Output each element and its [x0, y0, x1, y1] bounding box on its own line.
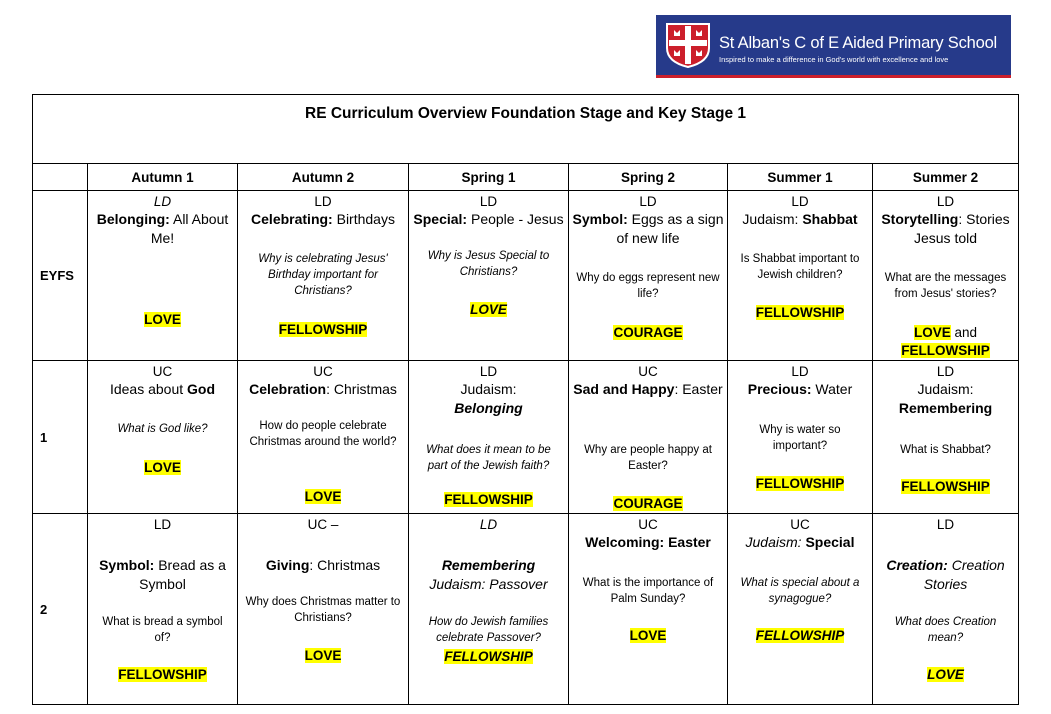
- unit-code: LD: [479, 517, 498, 532]
- table-cell: [88, 361, 238, 514]
- value-badge: LOVE and FELLOWSHIP: [901, 325, 990, 358]
- unit-topic: Precious: Water: [747, 381, 853, 397]
- value-badge: LOVE: [927, 667, 964, 682]
- key-question: Why does Christmas matter to Christians?: [245, 596, 401, 624]
- unit-code: UC –: [307, 517, 339, 532]
- key-question: What are the messages from Jesus' stories?: [884, 272, 1007, 300]
- unit-topic: Judaism: Shabbat: [742, 211, 858, 227]
- table-cell: [569, 361, 728, 514]
- value-badge: LOVE: [629, 628, 667, 643]
- unit-topic: Judaism: Belonging: [454, 381, 523, 416]
- row-label: EYFS: [33, 191, 88, 361]
- unit-topic: Giving: Christmas: [265, 557, 381, 573]
- value-badge: LOVE: [144, 460, 181, 475]
- value-badge: LOVE: [144, 312, 181, 327]
- school-tagline: Inspired to make a difference in God's world with excellence and love: [719, 55, 949, 64]
- unit-topic: Welcoming: Easter: [585, 534, 711, 550]
- table-cell: [873, 191, 1019, 361]
- table-cell: [409, 361, 569, 514]
- unit-topic: Storytelling: Stories Jesus told: [881, 211, 1010, 246]
- key-question: Why is Jesus Special to Christians?: [427, 250, 550, 278]
- value-badge: FELLOWSHIP: [755, 476, 845, 491]
- table-cell: [728, 191, 873, 361]
- unit-topic: Sad and Happy: Easter: [573, 381, 723, 397]
- unit-code: LD: [314, 194, 332, 209]
- table-cell: [238, 191, 409, 361]
- unit-topic: Special: People - Jesus: [413, 211, 564, 227]
- unit-code: LD: [639, 194, 657, 209]
- unit-code: LD: [936, 194, 955, 209]
- unit-topic: Remembering Judaism: Passover: [429, 557, 548, 592]
- table-cell: [873, 514, 1019, 705]
- unit-code: LD: [153, 517, 172, 532]
- value-badge: LOVE: [304, 489, 342, 504]
- key-question: Why are people happy at Easter?: [584, 444, 712, 472]
- unit-topic: Symbol: Eggs as a sign of new life: [572, 211, 724, 246]
- table-cell: [728, 514, 873, 705]
- key-question: How do Jewish families celebrate Passover?: [428, 616, 549, 644]
- term-header: Spring 2: [569, 164, 728, 191]
- key-question: What is the importance of Palm Sunday?: [582, 577, 714, 605]
- unit-topic: Judaism: Remembering: [898, 381, 993, 416]
- term-header: Autumn 1: [88, 164, 238, 191]
- unit-topic: Ideas about God: [109, 381, 216, 397]
- value-badge: FELLOWSHIP: [118, 667, 207, 682]
- value-badge: FELLOWSHIP: [901, 479, 990, 494]
- unit-topic: Creation: Creation Stories: [886, 557, 1005, 592]
- table-cell: [238, 361, 409, 514]
- key-question: What is God like?: [117, 423, 208, 435]
- term-header: Summer 2: [873, 164, 1019, 191]
- key-question: Is Shabbat important to Jewish children?: [740, 253, 860, 281]
- unit-topic: Judaism: Special: [745, 534, 855, 550]
- unit-code: LD: [936, 364, 955, 379]
- value-badge: COURAGE: [613, 496, 683, 511]
- table-row: [33, 361, 1019, 514]
- unit-code: LD: [936, 517, 955, 532]
- term-header: Spring 1: [409, 164, 569, 191]
- value-badge: LOVE: [304, 648, 342, 663]
- unit-topic: Symbol: Bread as a Symbol: [99, 557, 226, 592]
- key-question: What is bread a symbol of?: [102, 616, 223, 644]
- table-cell: [569, 191, 728, 361]
- unit-topic: Celebrating: Birthdays: [251, 211, 395, 227]
- school-name: St Alban's C of E Aided Primary School: [719, 34, 998, 52]
- unit-code: UC: [790, 517, 810, 532]
- key-question: What is special about a synagogue?: [740, 577, 860, 605]
- crest-shield-icon: [664, 22, 712, 68]
- table-cell: [88, 514, 238, 705]
- key-question: How do people celebrate Christmas around the world?: [249, 420, 397, 448]
- corner-cell: [33, 164, 88, 191]
- key-question: What does it mean to be part of the Jewish faith?: [426, 444, 551, 472]
- unit-code: LD: [791, 194, 809, 209]
- table-row: [33, 514, 1019, 705]
- table-cell: [569, 514, 728, 705]
- row-label: 1: [33, 361, 88, 514]
- school-banner: [656, 15, 1011, 78]
- unit-topic: Belonging: All About Me!: [96, 211, 229, 246]
- key-question: Why is celebrating Jesus' Birthday important for Christians?: [258, 253, 388, 297]
- unit-code: LD: [153, 194, 172, 209]
- value-badge: LOVE: [470, 302, 507, 317]
- unit-code: UC: [313, 364, 333, 379]
- key-question: Why is water so important?: [759, 424, 841, 452]
- table-cell: [409, 514, 569, 705]
- unit-code: LD: [479, 364, 498, 379]
- unit-code: UC: [152, 364, 173, 379]
- term-header-row: [33, 164, 1019, 191]
- table-cell: [409, 191, 569, 361]
- page-title: RE Curriculum Overview Foundation Stage and Key Stage 1: [33, 95, 1019, 164]
- term-header: Summer 1: [728, 164, 873, 191]
- row-label: 2: [33, 514, 88, 705]
- table-cell: [238, 514, 409, 705]
- table-row: [33, 191, 1019, 361]
- table-cell: [728, 361, 873, 514]
- value-badge: COURAGE: [613, 325, 683, 340]
- value-badge: FELLOWSHIP: [444, 649, 533, 664]
- curriculum-table: [32, 94, 1019, 705]
- table-cell: [873, 361, 1019, 514]
- value-badge: FELLOWSHIP: [755, 628, 845, 643]
- key-question: What does Creation mean?: [894, 616, 997, 644]
- value-badge: FELLOWSHIP: [755, 305, 845, 320]
- unit-code: UC: [638, 364, 658, 379]
- unit-code: LD: [791, 364, 809, 379]
- key-question: What is Shabbat?: [900, 444, 991, 456]
- value-badge: FELLOWSHIP: [278, 322, 368, 337]
- unit-topic: Celebration: Christmas: [249, 381, 397, 397]
- value-badge: FELLOWSHIP: [444, 492, 533, 507]
- unit-code: UC: [638, 517, 658, 532]
- table-cell: [88, 191, 238, 361]
- unit-code: LD: [479, 194, 498, 209]
- term-header: Autumn 2: [238, 164, 409, 191]
- key-question: Why do eggs represent new life?: [576, 272, 720, 300]
